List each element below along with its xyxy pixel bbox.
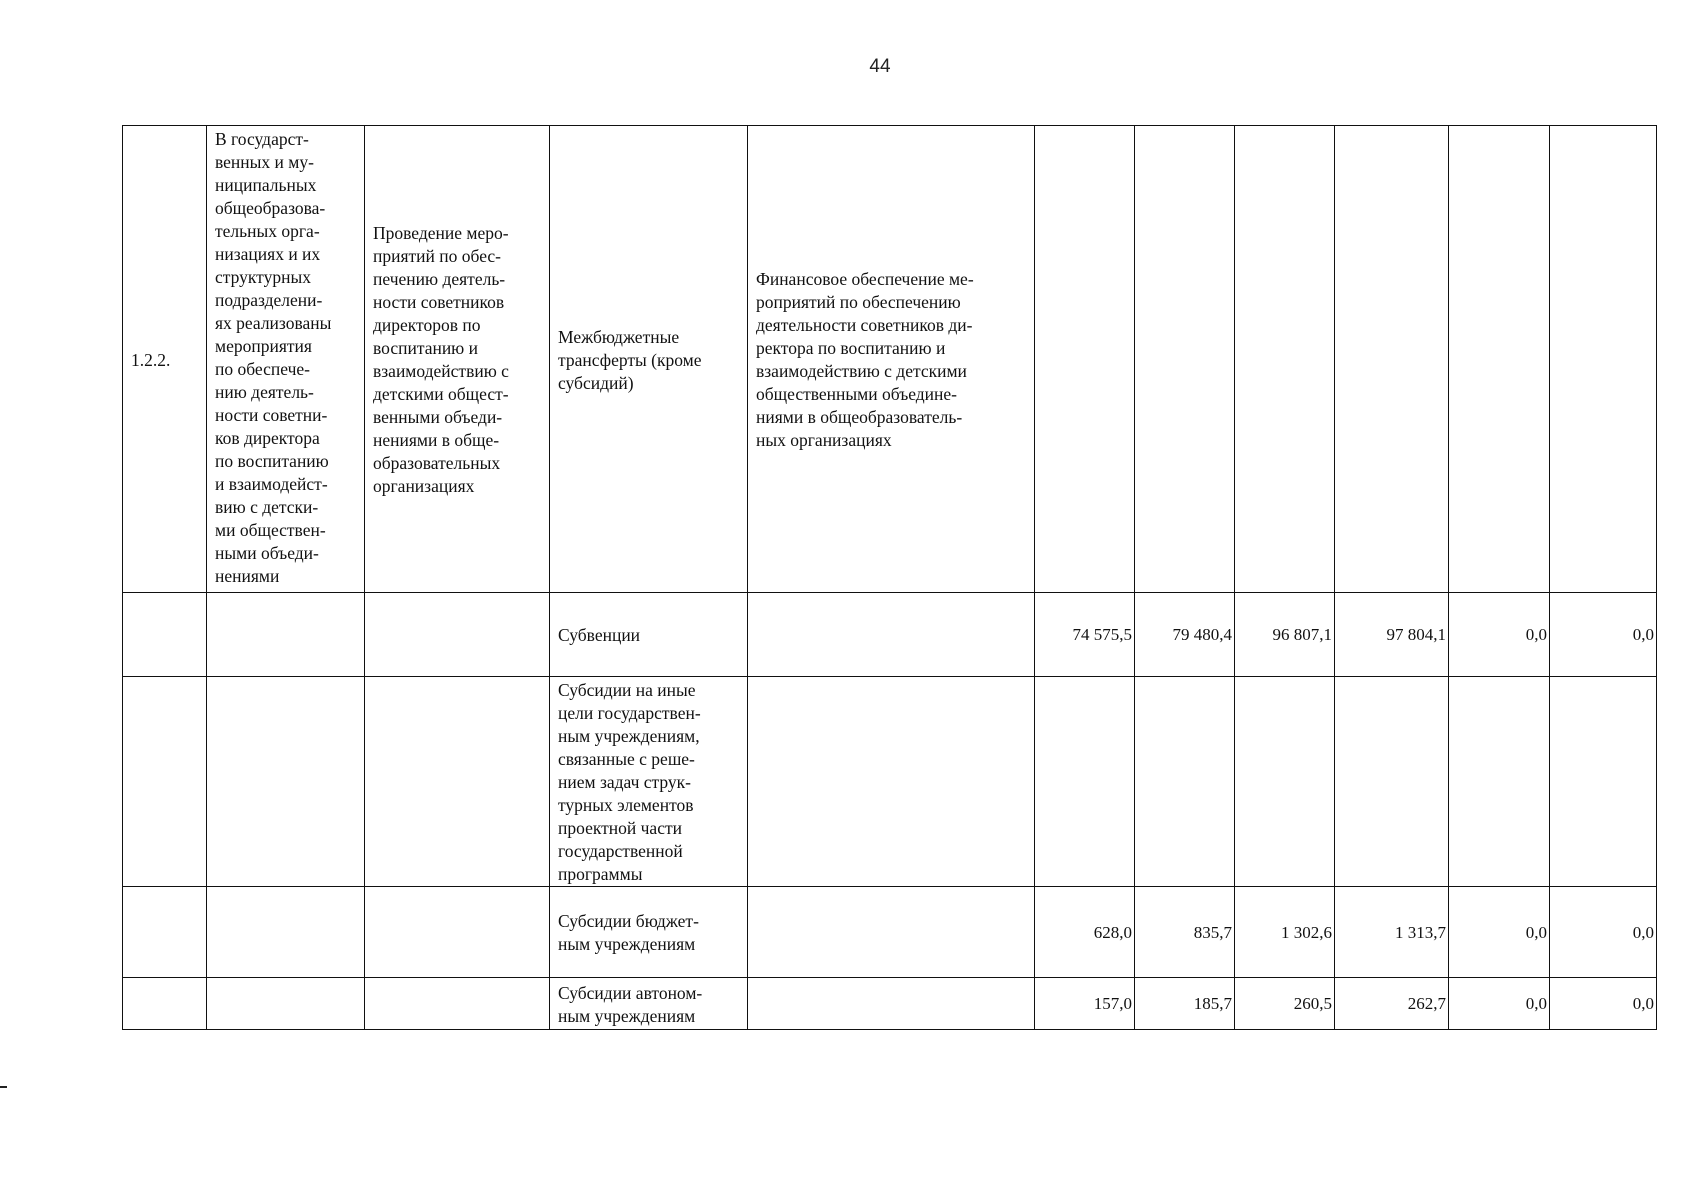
row-code: 1.2.2. bbox=[131, 349, 171, 370]
row-code bbox=[123, 634, 206, 636]
row-result-cell bbox=[207, 887, 365, 978]
row-value-6: 0,0 bbox=[1550, 593, 1657, 677]
row-value-5: 0,0 bbox=[1449, 593, 1550, 677]
row-value-3 bbox=[1235, 126, 1335, 593]
row-event-cell bbox=[365, 677, 550, 887]
margin-mark bbox=[0, 1086, 7, 1088]
row-value-3: 96 807,1 bbox=[1235, 593, 1335, 677]
row-event-cell bbox=[365, 126, 550, 593]
row-code bbox=[123, 1003, 206, 1005]
row-funding-source-cell bbox=[550, 593, 748, 677]
row-purpose-cell bbox=[748, 593, 1035, 677]
row-code-cell bbox=[123, 126, 207, 593]
row-purpose bbox=[748, 931, 1034, 933]
row-value-2: 79 480,4 bbox=[1135, 593, 1235, 677]
row-result-cell bbox=[207, 593, 365, 677]
row-result bbox=[207, 1003, 364, 1005]
page-number: 44 bbox=[869, 56, 891, 77]
row-value-4: 1 313,7 bbox=[1335, 887, 1449, 978]
table-row bbox=[123, 126, 1657, 593]
row-result bbox=[207, 634, 364, 636]
row-purpose-cell bbox=[748, 126, 1035, 593]
row-code bbox=[123, 781, 206, 783]
row-value-2: 185,7 bbox=[1135, 978, 1235, 1030]
row-value-1: 628,0 bbox=[1035, 887, 1135, 978]
row-value-3: 260,5 bbox=[1235, 978, 1335, 1030]
row-value-5 bbox=[1449, 126, 1550, 593]
row-code bbox=[123, 931, 206, 933]
row-code-cell bbox=[123, 978, 207, 1030]
row-value-2 bbox=[1135, 677, 1235, 887]
row-code-cell bbox=[123, 677, 207, 887]
row-result bbox=[207, 931, 364, 933]
row-funding-source-cell bbox=[550, 677, 748, 887]
row-value-3 bbox=[1235, 677, 1335, 887]
row-value-5: 0,0 bbox=[1449, 887, 1550, 978]
table-row bbox=[123, 887, 1657, 978]
row-value-6: 0,0 bbox=[1550, 978, 1657, 1030]
row-value-4: 262,7 bbox=[1335, 978, 1449, 1030]
row-event bbox=[365, 1003, 549, 1005]
table-row bbox=[123, 978, 1657, 1030]
row-funding-source-cell bbox=[550, 126, 748, 593]
row-event-cell bbox=[365, 593, 550, 677]
row-funding-source: Межбюджетные трансферты (кроме субсидий) bbox=[558, 326, 702, 393]
row-purpose bbox=[748, 1003, 1034, 1005]
row-result: В государст- венных и му- ниципальных общеобразова- тельных орга- низациях и их структурных подразделени- ях реализованы мероприятия по обеспече- нию деятель- ности советни- ков директора по воспитанию и взаимодейст- вию с детски- ми обществен- ными объеди- нениями bbox=[215, 129, 332, 586]
row-funding-source: Субсидии на иные цели государствен- ным учреждениям, связанные с реше- нием задач струк- турных элементов проектной части государственной программы bbox=[558, 680, 701, 884]
row-value-3: 1 302,6 bbox=[1235, 887, 1335, 978]
row-funding-source: Субвенции bbox=[558, 625, 641, 645]
row-funding-source: Субсидии бюджет- ным учреждениям bbox=[558, 911, 699, 954]
table-body bbox=[123, 126, 1657, 1030]
row-funding-source-cell bbox=[550, 978, 748, 1030]
row-value-1 bbox=[1035, 677, 1135, 887]
row-value-1: 157,0 bbox=[1035, 978, 1135, 1030]
row-value-4 bbox=[1335, 126, 1449, 593]
table-row bbox=[123, 593, 1657, 677]
row-purpose: Финансовое обеспечение ме- роприятий по обеспечению деятельности советников ди- ректора по воспитанию и взаимодействию с детскими общественными объедине- ниями в общеобразователь- ных организациях bbox=[756, 269, 974, 450]
row-event bbox=[365, 781, 549, 783]
row-value-6 bbox=[1550, 677, 1657, 887]
budget-table bbox=[122, 125, 1657, 1030]
row-result-cell bbox=[207, 677, 365, 887]
row-result-cell bbox=[207, 978, 365, 1030]
row-event-cell bbox=[365, 887, 550, 978]
row-code-cell bbox=[123, 887, 207, 978]
row-purpose bbox=[748, 781, 1034, 783]
row-value-4 bbox=[1335, 677, 1449, 887]
row-value-2 bbox=[1135, 126, 1235, 593]
row-value-5 bbox=[1449, 677, 1550, 887]
row-event: Проведение меро- приятий по обес- печению деятель- ности советников директоров по воспитанию и взаимодействию с детскими общест- венными объеди- нениями в обще- образовательных организациях bbox=[373, 223, 509, 496]
row-value-5: 0,0 bbox=[1449, 978, 1550, 1030]
row-value-2: 835,7 bbox=[1135, 887, 1235, 978]
row-purpose-cell bbox=[748, 887, 1035, 978]
row-value-1 bbox=[1035, 126, 1135, 593]
row-result-cell bbox=[207, 126, 365, 593]
row-purpose-cell bbox=[748, 978, 1035, 1030]
row-purpose-cell bbox=[748, 677, 1035, 887]
row-code-cell bbox=[123, 593, 207, 677]
row-value-4: 97 804,1 bbox=[1335, 593, 1449, 677]
row-value-1: 74 575,5 bbox=[1035, 593, 1135, 677]
row-event bbox=[365, 931, 549, 933]
row-funding-source-cell bbox=[550, 887, 748, 978]
row-funding-source: Субсидии автоном- ным учреждениям bbox=[558, 982, 703, 1026]
row-event-cell bbox=[365, 978, 550, 1030]
row-event bbox=[365, 634, 549, 636]
row-value-6: 0,0 bbox=[1550, 887, 1657, 978]
row-value-6 bbox=[1550, 126, 1657, 593]
row-result bbox=[207, 781, 364, 783]
row-purpose bbox=[748, 634, 1034, 636]
table-row bbox=[123, 677, 1657, 887]
